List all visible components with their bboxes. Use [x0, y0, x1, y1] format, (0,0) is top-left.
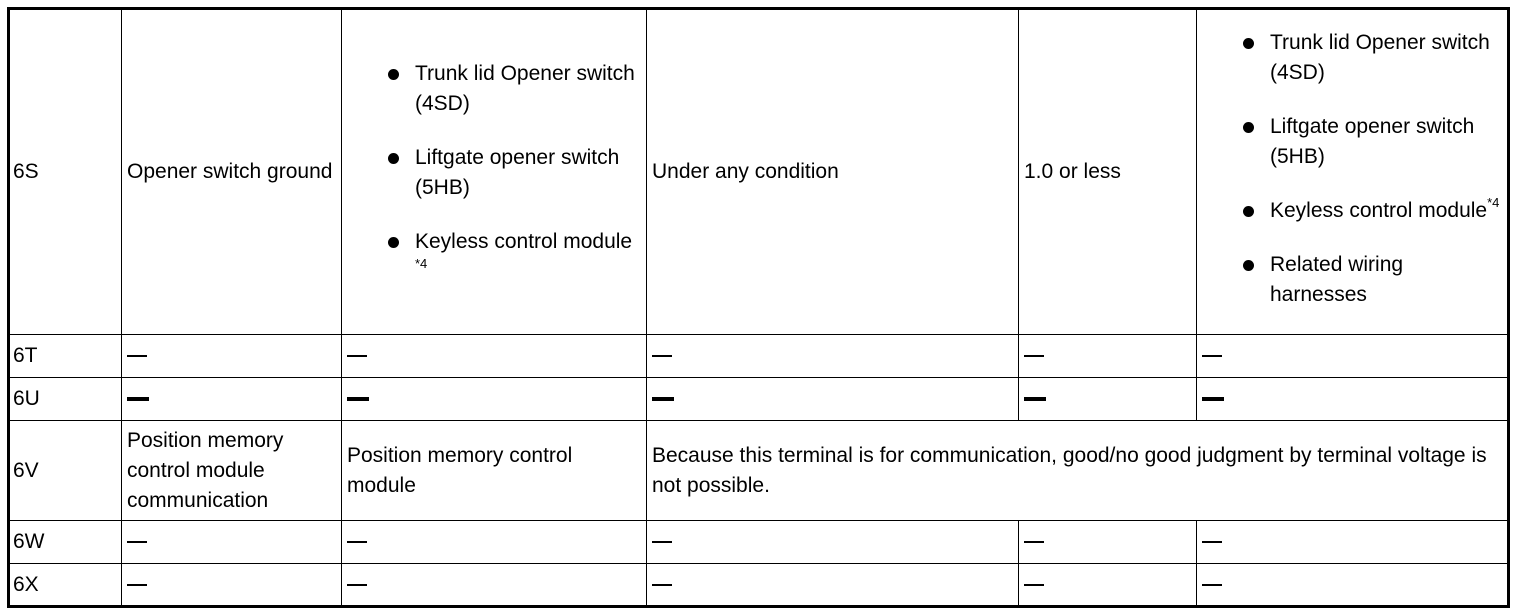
empty-cell [1019, 335, 1197, 378]
table-row [9, 9, 1509, 335]
list-item: Trunk lid Opener switch (4SD) [1238, 28, 1502, 88]
voltage-cell: 1.0 or less [1019, 9, 1197, 335]
empty-cell [1197, 521, 1509, 564]
empty-cell [647, 564, 1019, 607]
empty-cell [342, 564, 647, 607]
dash-mark [1024, 355, 1044, 357]
terminal-cell: 6X [9, 564, 122, 607]
connected-to-cell: Opener switch ground [122, 9, 342, 335]
dash-mark [1202, 355, 1222, 357]
dash-mark [1202, 541, 1222, 543]
list-item: Keyless control module $^{*4}$ [383, 227, 641, 287]
terminal-cell: 6S [9, 9, 122, 335]
list-item: Related wiring harnesses [1238, 250, 1502, 310]
empty-cell [1197, 378, 1509, 421]
measurement-items-cell [342, 9, 647, 335]
terminal-spec-table [7, 7, 1510, 608]
empty-cell [122, 378, 342, 421]
dash-mark [1024, 584, 1044, 586]
empty-cell [1019, 564, 1197, 607]
table-row [9, 421, 1509, 521]
dash-mark [1024, 541, 1044, 543]
communication-note-cell: Because this terminal is for communication, good/no good judgment by terminal voltage is not possible. [647, 421, 1509, 521]
connected-to-cell: Position memory control module communication [122, 421, 342, 521]
dash-mark [127, 584, 147, 586]
dash-mark [652, 541, 672, 543]
empty-cell [342, 335, 647, 378]
empty-cell [647, 378, 1019, 421]
terminal-cell: 6V [9, 421, 122, 521]
empty-cell [1197, 564, 1509, 607]
list-item: Keyless control module$^{*4}$ [1238, 196, 1502, 226]
table-row [9, 564, 1509, 607]
terminal-cell: 6T [9, 335, 122, 378]
dash-mark [1202, 397, 1224, 401]
table-row [9, 335, 1509, 378]
measurement-item-list [347, 57, 641, 287]
dash-mark [347, 397, 369, 401]
measurement-item-cell: Position memory control module [342, 421, 647, 521]
empty-cell [647, 335, 1019, 378]
empty-cell [1019, 521, 1197, 564]
empty-cell [122, 521, 342, 564]
dash-mark [127, 397, 149, 401]
dash-mark [652, 397, 674, 401]
empty-cell [122, 335, 342, 378]
inspection-item-list [1202, 28, 1502, 310]
dash-mark [127, 355, 147, 357]
dash-mark [652, 355, 672, 357]
empty-cell [1197, 335, 1509, 378]
footnote-marker: *4 [415, 256, 428, 271]
dash-mark [1202, 584, 1222, 586]
empty-cell [342, 521, 647, 564]
empty-cell [1019, 378, 1197, 421]
dash-mark [347, 584, 367, 586]
dash-mark [347, 355, 367, 357]
dash-mark [127, 541, 147, 543]
dash-mark [652, 584, 672, 586]
dash-mark [347, 541, 367, 543]
empty-cell [647, 521, 1019, 564]
footnote-marker: *4 [1487, 195, 1500, 210]
terminal-cell: 6W [9, 521, 122, 564]
table-row [9, 378, 1509, 421]
condition-cell: Under any condition [647, 9, 1019, 335]
table-row [9, 521, 1509, 564]
terminal-cell: 6U [9, 378, 122, 421]
empty-cell [122, 564, 342, 607]
list-item: Liftgate opener switch (5HB) [383, 143, 641, 203]
list-item: Liftgate opener switch (5HB) [1238, 112, 1502, 172]
empty-cell [342, 378, 647, 421]
inspection-items-cell [1197, 9, 1509, 335]
list-item: Trunk lid Opener switch (4SD) [383, 59, 641, 119]
dash-mark [1024, 397, 1046, 401]
